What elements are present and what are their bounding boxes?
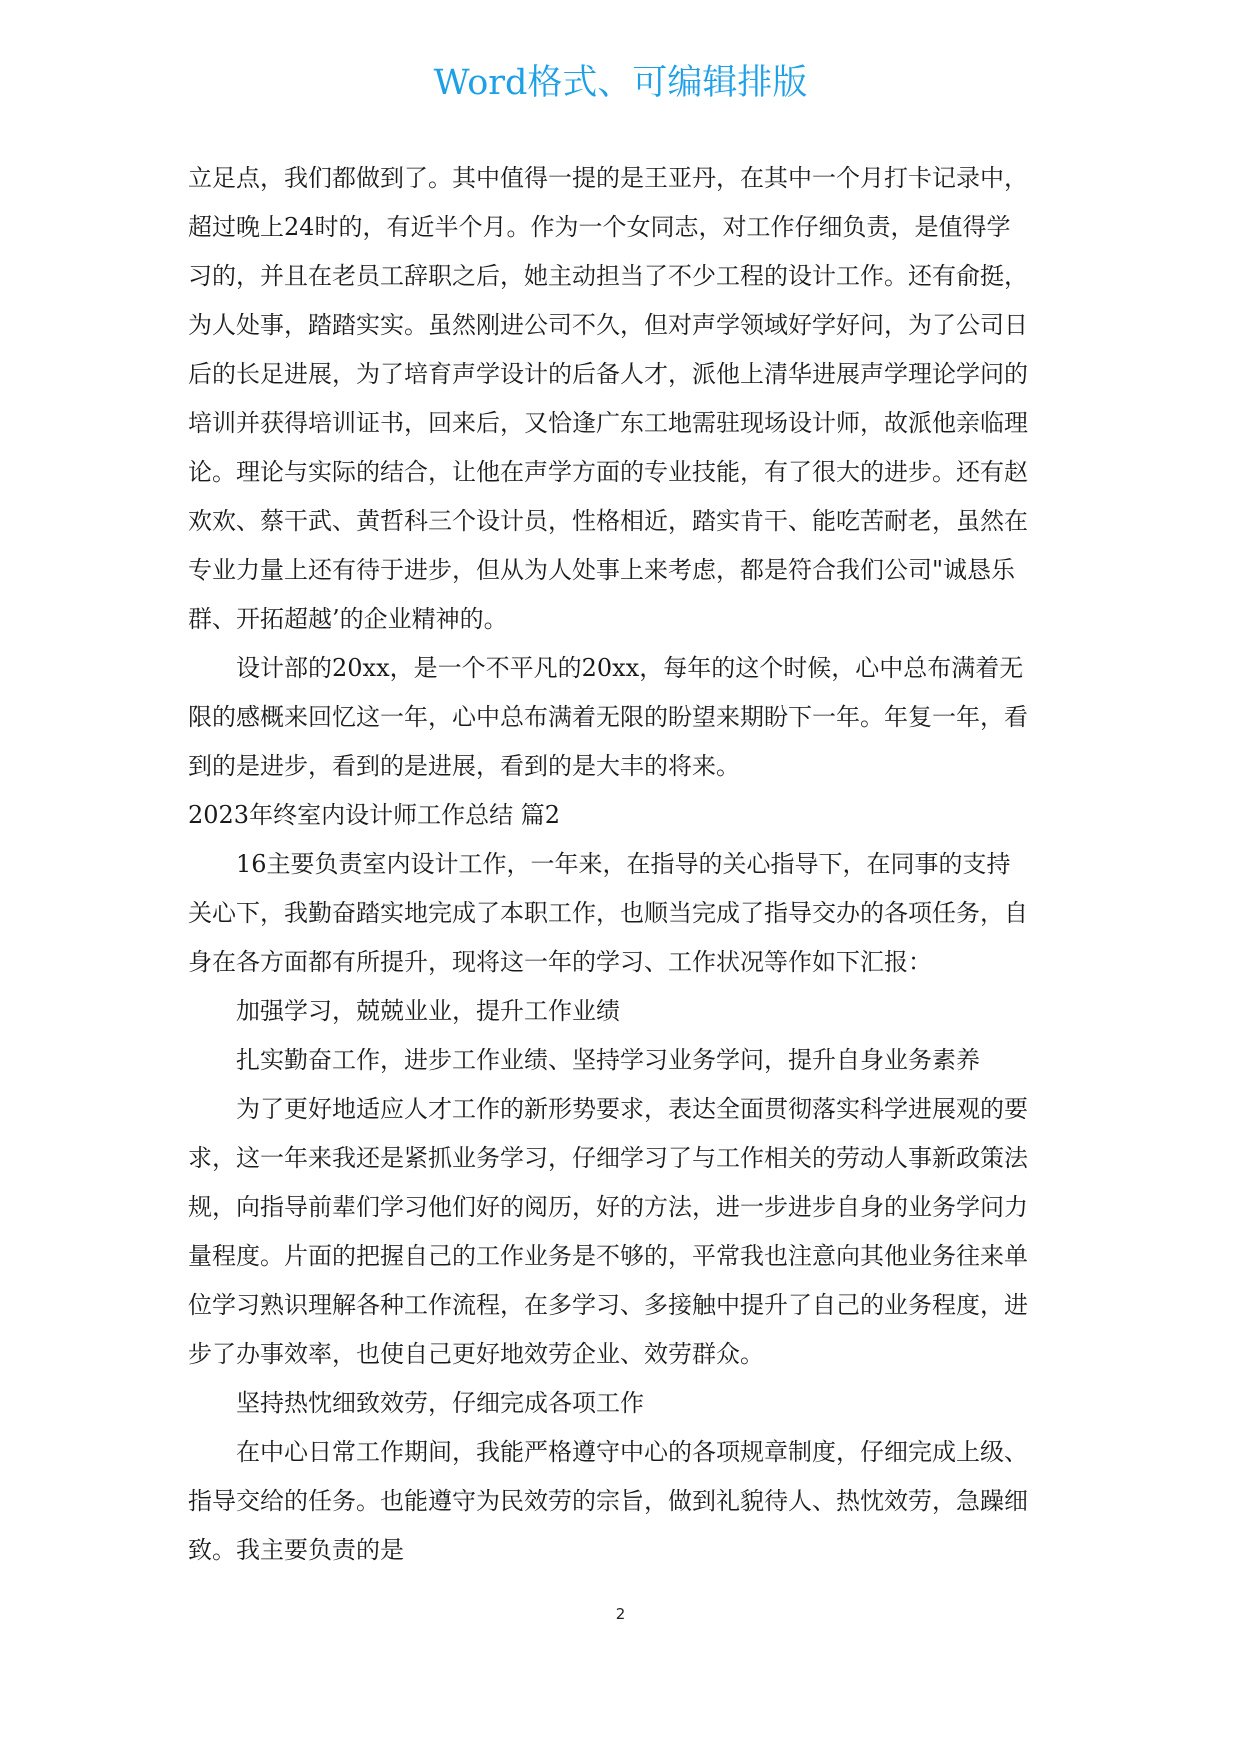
page-header-title: Word格式、可编辑排版 (433, 63, 808, 103)
subheading-text: 坚持热忱细致效劳，仔细完成各项工作 (236, 1389, 644, 1417)
text-line: 规，向指导前辈们学习他们好的阅历，好的方法，进一步进步自身的业务学问力 (188, 1193, 1028, 1221)
text-line: 限的感概来回忆这一年，心中总布满着无限的盼望来期盼下一年。年复一年，看 (188, 703, 1028, 731)
page-number: 2 (615, 1605, 626, 1623)
text-line: 在中心日常工作期间，我能严格遵守中心的各项规章制度，仔细完成上级、 (236, 1438, 1028, 1466)
text-line: 专业力量上还有待于进步，但从为人处事上来考虑，都是符合我们公司"诚恳乐 (188, 556, 1016, 584)
text-line: 立足点，我们都做到了。其中值得一提的是王亚丹，在其中一个月打卡记录中， (188, 164, 1028, 192)
text-line: 关心下，我勤奋踏实地完成了本职工作，也顺当完成了指导交办的各项任务，自 (188, 899, 1028, 927)
subheading-text: 加强学习，兢兢业业，提升工作业绩 (236, 997, 620, 1025)
text-line: 量程度。片面的把握自己的工作业务是不够的，平常我也注意向其他业务往来单 (188, 1242, 1028, 1270)
subheading-2 (188, 1036, 1063, 1085)
text-line: 到的是进步，看到的是进展，看到的是大丰的将来。 (188, 752, 740, 780)
document-body (188, 154, 1063, 1575)
subheading-text: 扎实勤奋工作，进步工作业绩、坚持学习业务学问，提升自身业务素养 (236, 1046, 980, 1074)
text-line: 培训并获得培训证书，回来后，又恰逢广东工地需驻现场设计师，故派他亲临理 (188, 409, 1028, 437)
text-line: 16主要负责室内设计工作，一年来，在指导的关心指导下，在同事的支持 (236, 850, 1011, 878)
text-line: 群、开拓超越’的企业精神的。 (188, 605, 508, 633)
text-line: 位学习熟识理解各种工作流程，在多学习、多接触中提升了自己的业务程度，进 (188, 1291, 1028, 1319)
paragraph-1 (188, 154, 1063, 644)
text-line: 为人处事，踏踏实实。虽然刚进公司不久，但对声学领域好学好问，为了公司日 (188, 311, 1028, 339)
text-line: 后的长足进展，为了培育声学设计的后备人才，派他上清华进展声学理论学问的 (188, 360, 1028, 388)
subheading-3 (188, 1379, 1063, 1428)
text-line: 设计部的20xx，是一个不平凡的20xx，每年的这个时候，心中总布满着无 (236, 654, 1024, 682)
text-line: 身在各方面都有所提升，现将这一年的学习、工作状况等作如下汇报： (188, 948, 932, 976)
text-line: 超过晚上24时的，有近半个月。作为一个女同志，对工作仔细负责，是值得学 (188, 213, 1011, 241)
text-line: 求，这一年来我还是紧抓业务学习，仔细学习了与工作相关的劳动人事新政策法 (188, 1144, 1028, 1172)
section-title-text: 2023年终室内设计师工作总结 篇2 (188, 801, 560, 829)
section-title (188, 791, 1063, 840)
text-line: 致。我主要负责的是 (188, 1536, 404, 1564)
paragraph-3 (188, 840, 1063, 987)
text-line: 步了办事效率，也使自己更好地效劳企业、效劳群众。 (188, 1340, 764, 1368)
text-line: 论。理论与实际的结合，让他在声学方面的专业技能，有了很大的进步。还有赵 (188, 458, 1028, 486)
text-line: 为了更好地适应人才工作的新形势要求，表达全面贯彻落实科学进展观的要 (236, 1095, 1028, 1123)
paragraph-5 (188, 1428, 1063, 1575)
text-line: 欢欢、蔡干武、黄哲科三个设计员，性格相近，踏实肯干、能吃苦耐老，虽然在 (188, 507, 1028, 535)
subheading-1 (188, 987, 1063, 1036)
text-line: 习的，并且在老员工辞职之后，她主动担当了不少工程的设计工作。还有俞挺， (188, 262, 1028, 290)
paragraph-2 (188, 644, 1063, 791)
paragraph-4 (188, 1085, 1063, 1379)
text-line: 指导交给的任务。也能遵守为民效劳的宗旨，做到礼貌待人、热忱效劳，急躁细 (188, 1487, 1028, 1515)
